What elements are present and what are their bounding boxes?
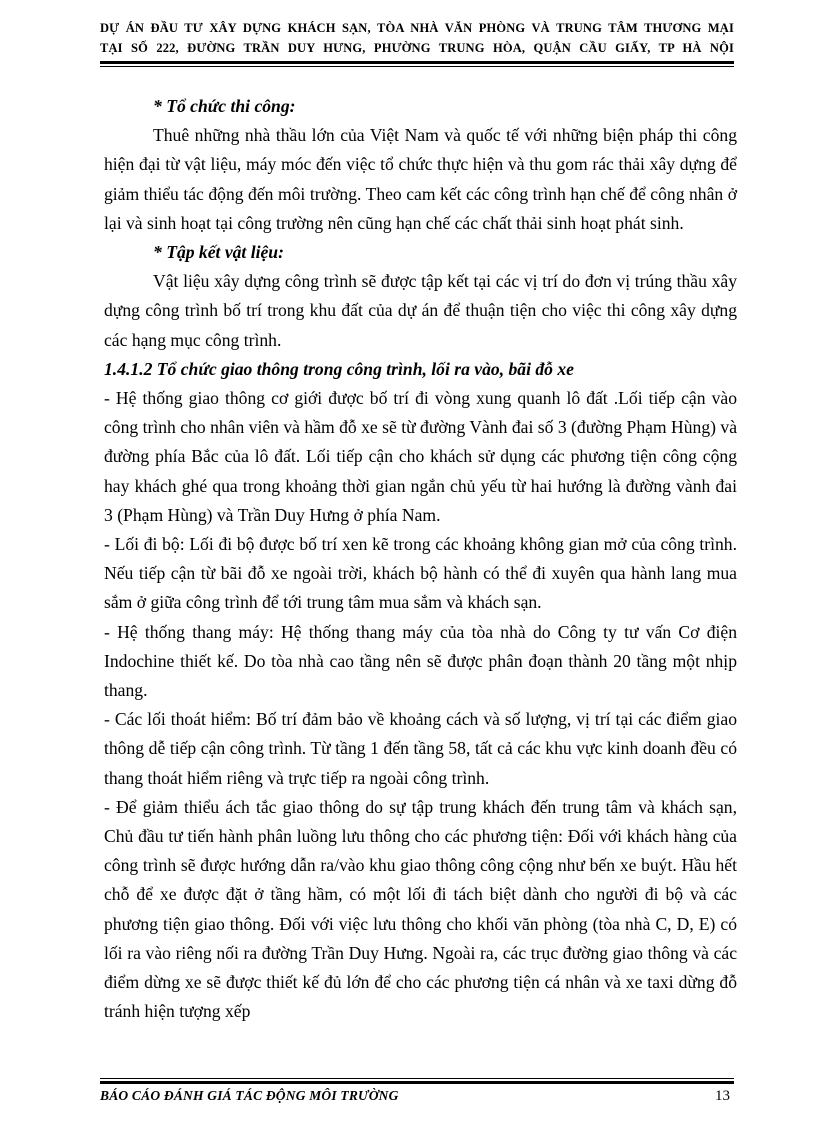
bullet-elevator-system: - Hệ thống thang máy: Hệ thống thang máy của tòa nhà do Công ty tư vấn Cơ điện Indochine thiết kế. Do tòa nhà cao tầng nên sẽ được phân đoạn thành 20 tầng một nhịp thang. [104,621,737,701]
paragraph-construction-organization: Thuê những nhà thầu lớn của Việt Nam và quốc tế với những biện pháp thi công hiện đại từ vật liệu, máy móc đến việc tổ chức thực hiện và thu gom rác thải xây dựng để giảm thiểu tác động đến môi trường. Theo cam kết các công trình hạn chế để công nhân ở lại và sinh hoạt tại công trường nên cũng hạn chế các chất thải sinh hoạt phát sinh. [104,125,737,233]
page-footer [100,1078,734,1105]
section-heading-traffic: 1.4.1.2 Tổ chức giao thông trong công trình, lối ra vào, bãi đỗ xe [104,358,574,379]
paragraph-material-gathering: Vật liệu xây dựng công trình sẽ được tập kết tại các vị trí do đơn vị trúng thầu xây dựng công trình bố trí trong khu đất của dự án để thuận tiện cho việc thi công xây dựng các hạng mục công trình. [104,271,737,350]
page-header [100,18,734,67]
bullet-emergency-exits: - Các lối thoát hiểm: Bố trí đảm bảo về khoảng cách và số lượng, vị trí tại các điểm giao thông dễ tiếp cận công trình. Từ tầng 1 đến tầng 58, tất cả các khu vực kinh doanh đều có thang thoát hiểm riêng và trực tiếp ra ngoài công trình. [104,709,737,788]
bullet-traffic-flow: - Để giảm thiểu ách tắc giao thông do sự tập trung khách đến trung tâm và khách sạn, Chủ đầu tư tiến hành phân luồng lưu thông cho các phương tiện: Đối với khách hàng của công trình sẽ được hướng dẫn ra/vào khu giao thông công cộng như bến xe buýt. Hầu hết chỗ để xe được đặt ở tầng hầm, có một lối đi tách biệt dành cho người đi bộ và các phương tiện giao thông. Đối với việc lưu thông cho khối văn phòng (tòa nhà C, D, E) có lối ra vào riêng nối ra đường Trần Duy Hưng. Ngoài ra, các trục đường giao thông và các điểm dừng xe sẽ được thiết kế đủ lớn để cho các phương tiện cá nhân và xe taxi dừng đỗ tránh hiện tượng xếp [104,796,737,1022]
subheading-construction-organization: * Tổ chức thi công: [153,96,296,116]
footer-rule-thick [100,1081,734,1084]
bullet-motor-traffic: - Hệ thống giao thông cơ giới được bố trí đi vòng xung quanh lô đất .Lối tiếp cận vào công trình cho nhân viên và hầm đỗ xe sẽ từ đường Vành đai số 3 (đường Phạm Hùng) và đường phía Bắc của lô đất. Lối tiếp cận cho khách sử dụng các phương tiện công cộng hay khách ghé qua trong khoảng thời gian ngắn chủ yếu từ hai hướng là đường vành đai 3 (Phạm Hùng) và Trần Duy Hưng ở phía Nam. [104,388,737,525]
header-rule-thick [100,61,734,64]
footer-row [100,1088,734,1105]
page-number: 13 [715,1088,730,1104]
header-project-address: TẠI SỐ 222, ĐƯỜNG TRẦN DUY HƯNG, PHƯỜNG TRUNG HÒA, QUẬN CẦU GIẤY, TP HÀ NỘI [100,41,734,55]
body-content [104,92,737,1027]
subheading-material-gathering: * Tập kết vật liệu: [153,242,284,263]
bullet-pedestrian-path: - Lối đi bộ: Lối đi bộ được bố trí xen kẽ trong các khoảng không gian mở của công trình. Nếu tiếp cận từ bãi đỗ xe ngoài trời, khách bộ hành có thể đi xuyên qua hành lang mua sắm ở giữa công trình để tới trung tâm mua sắm và khách sạn. [104,534,737,613]
footer-rule-thin [100,1078,734,1079]
footer-report-title: BÁO CÁO ĐÁNH GIÁ TÁC ĐỘNG MÔI TRƯỜNG [100,1088,399,1103]
header-project-title: DỰ ÁN ĐẦU TƯ XÂY DỰNG KHÁCH SẠN, TÒA NHÀ VĂN PHÒNG VÀ TRUNG TÂM THƯƠNG MẠI [100,21,734,35]
header-rule-thin [100,66,734,67]
